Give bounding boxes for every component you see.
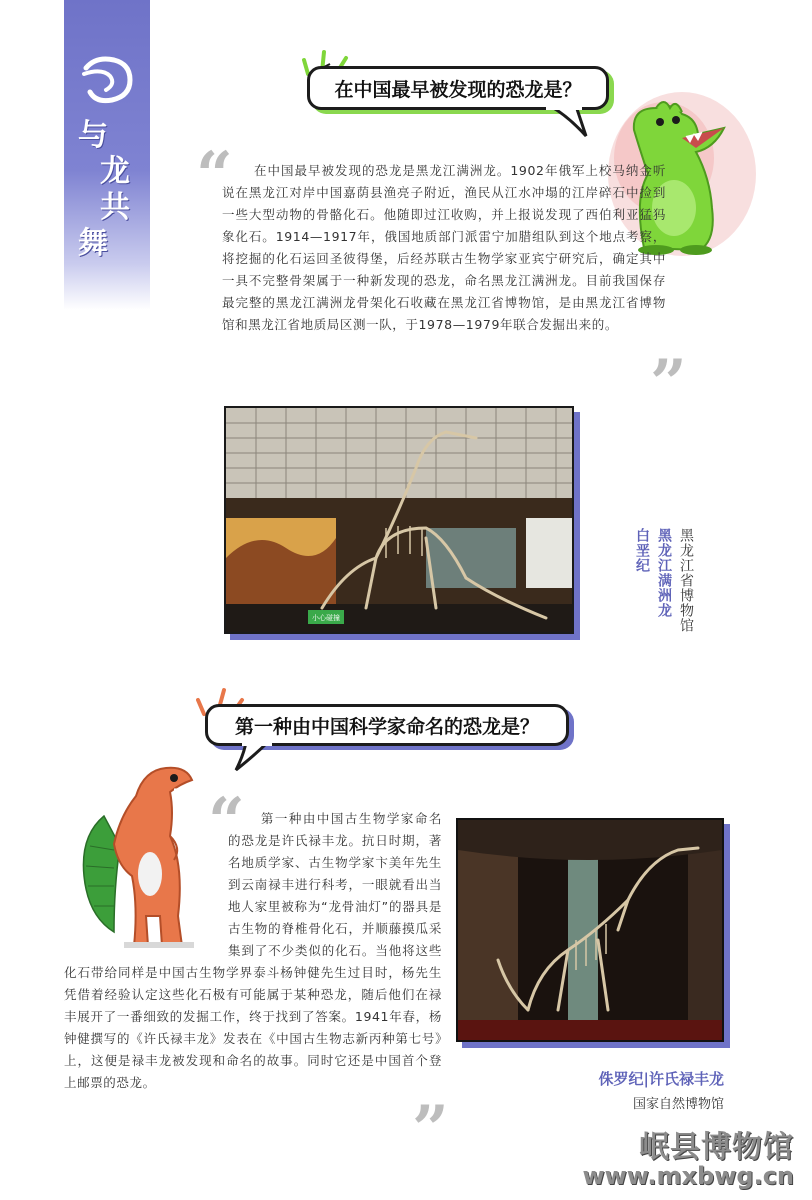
museum-photo-mandschurosaurus	[224, 406, 574, 634]
question-2-text: 第一种由中国科学家命名的恐龙是？	[234, 715, 539, 738]
close-quote-icon: ”	[650, 346, 687, 421]
open-quote-icon: “	[196, 138, 233, 213]
museum-photo-lufengosaurus	[456, 818, 724, 1042]
caption-2	[520, 1068, 724, 1112]
caption-1-era: 白垩纪	[634, 528, 650, 573]
question-1-text: 在中国最早被发现的恐龙是？	[334, 78, 582, 101]
text-wrap-spacer	[64, 808, 228, 962]
caption-1-location: 黑龙江省博物馆	[678, 528, 694, 633]
side-title-line2: 龙共	[100, 154, 130, 225]
side-title-line1: 与	[78, 118, 108, 153]
bubble-tail-1	[546, 106, 596, 138]
caution-sign-text: 小心碰撞	[312, 614, 340, 622]
section-2-body-text: 第一种由中国古生物学家命名的恐龙是许氏禄丰龙。抗日时期，著名地质学家、古生物学家卞美年先生到云南禄丰进行科考，一眼就看出当地人家里被称为“龙骨油灯”的器具是古生物的脊椎骨化石，并顺藤摸瓜采集到了不少类似的化石。当他将这些化石带给同样是中国古生物学界泰斗杨钟健先生过目时，杨先生凭借着经验认定这些化石极有可能属于某种恐龙，随后他们在禄丰展开了一番细致的发掘工作，终于找到了答案。1941年春，杨钟健撰写的《许氏禄丰龙》发表在《中国古生物志新丙种第七号》上，这便是禄丰龙被发现和命名的故事。同时它还是中国首个登上邮票的恐龙。	[64, 811, 442, 1090]
section-1-body: 在中国最早被发现的恐龙是黑龙江满洲龙。1902年俄军上校马纳金听说在黑龙江对岸中国嘉荫县渔亮子附近，渔民从江水冲塌的江岸碎石中捡到一些大型动物的骨骼化石。他随即过江收购，并上报说发现了西伯利亚猛犸象化石。1914—1917年，俄国地质部门派雷宁加腊组队到这个地点考察，将挖掘的化石运回圣彼得堡，后经苏联古生物学家亚宾宁研究后，确定其中一具不完整骨架属于一种新发现的恐龙，命名黑龙江满洲龙。目前我国保存最完整的黑龙江满洲龙骨架化石收藏在黑龙江省博物馆，是由黑龙江省博物馆和黑龙江省地质局区测一队，于1978—1979年联合发掘出来的。	[222, 163, 666, 332]
dragon-swirl-logo-icon	[76, 50, 136, 110]
question-bubble-1	[307, 66, 609, 110]
caption-2-line2: 国家自然博物馆	[632, 1097, 724, 1112]
watermark-url: www.mxbwg.cn	[582, 1162, 794, 1190]
section-2-body	[64, 808, 442, 1094]
open-quote-icon: “	[208, 784, 245, 859]
question-bubble-2	[205, 704, 569, 746]
side-title-line3: 舞	[78, 226, 108, 261]
side-title	[78, 118, 144, 262]
close-quote-icon: ”	[412, 1092, 449, 1167]
bubble-tail-2	[228, 742, 278, 772]
watermark-title: 岷县博物馆	[639, 1130, 794, 1165]
caption-2-line1: 侏罗纪|许氏禄丰龙	[598, 1070, 724, 1088]
caption-1-name: 黑龙江满洲龙	[656, 528, 672, 618]
